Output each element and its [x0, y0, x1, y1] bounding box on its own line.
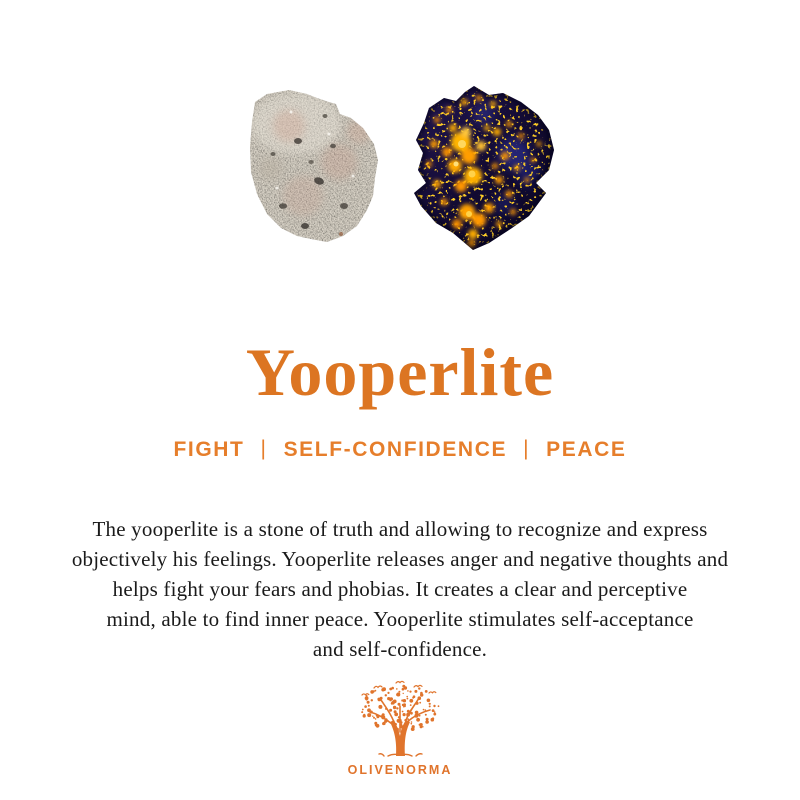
olive-tree-with-birds-icon [352, 680, 448, 760]
brand-name: OLIVENORMA [347, 763, 453, 778]
description-line: helps fight your fears and phobias. It creates a clear and perceptive [112, 577, 688, 602]
trait-separator: | [260, 437, 268, 461]
description-line: objectively his feelings. Yooperlite releases anger and negative thoughts and [71, 547, 729, 572]
trait-separator: | [523, 437, 531, 461]
description-line: and self-confidence. [312, 637, 488, 662]
uv-rock-image [409, 84, 559, 254]
trait-peace: PEACE [546, 438, 627, 462]
rock-images-row [241, 85, 559, 253]
uv-rock-texture [409, 84, 559, 254]
brand-logo [348, 680, 453, 777]
traits-line [174, 438, 627, 462]
daylight-rock-image [241, 84, 381, 254]
description-line: The yooperlite is a stone of truth and allowing to recognize and express [92, 517, 708, 542]
trait-fight: FIGHT [173, 438, 245, 462]
description-line: mind, able to find inner peace. Yooperlite stimulates self-acceptance [106, 607, 694, 632]
trait-self-confidence: SELF-CONFIDENCE [283, 438, 508, 462]
page-title: Yooperlite [245, 334, 555, 410]
description-paragraph [72, 514, 728, 664]
